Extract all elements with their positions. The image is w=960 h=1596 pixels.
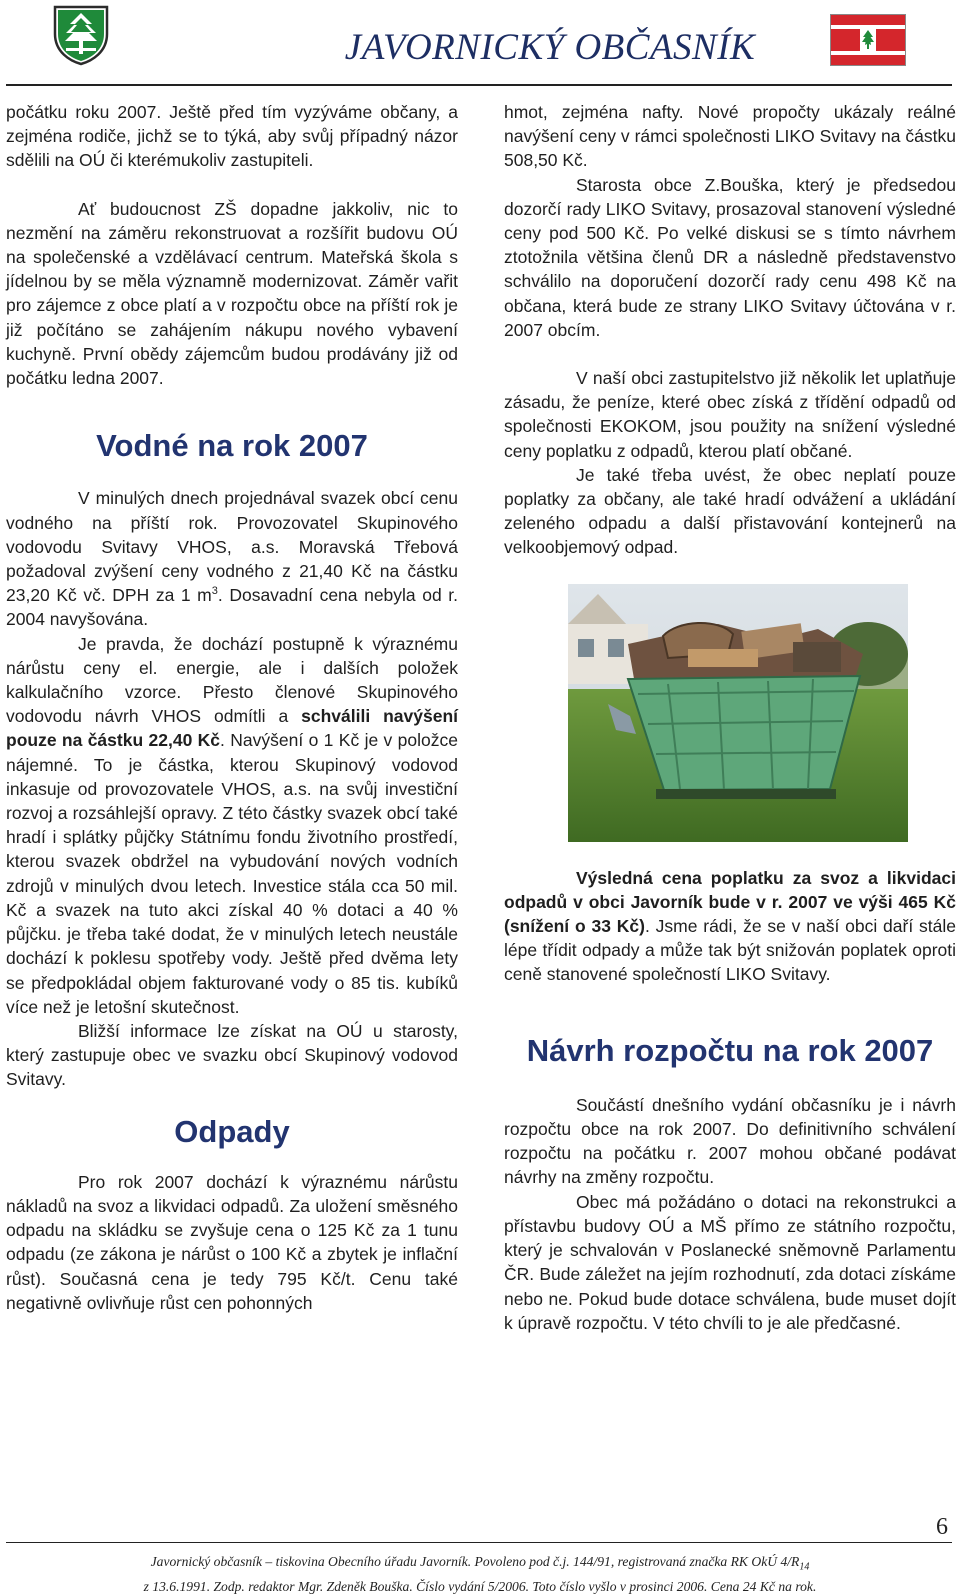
text-vodne-2-b: . Navýšení o 1 Kč je v položce nájemné. To je částka, kterou Skupinový vodovod inkasuje od provozovatele VHOS, a.s. na svůj investiční rozvoj a rozsáhlejší opravy. Z této částky svazek obcí také hradí i splátky půjčky Státnímu fondu životního prostředí, kterou svazek obdržel na vybudování nových vodních zdrojů v minulých dvou letech. Investice stála cca 50 mil. Kč a svazek na tuto akci získal 40 % dotaci a 40 % půjčku. je třeba také dodat, že v minulých letech neustále dochází k poklesu spotřeby vody. Ještě před dvěma lety se předpokládal objem fakturované vody o 85 tis. kubíků více než je letošní skutečnost. — [6, 730, 458, 1017]
paragraph-vysledna-cena — [504, 866, 956, 987]
heading-navrh-rozpoctu: Návrh rozpočtu na rok 2007 — [526, 1032, 934, 1068]
superscript-cubic: 3 — [211, 585, 218, 598]
photo-waste-container — [568, 584, 908, 842]
text-vysledna-bold: Výsledná cena poplatku za svoz a likvidaci odpadů v obci Javorník bude v r. 2007 ve výši 465 Kč (snížení o 33 Kč) — [504, 867, 956, 937]
paragraph-vodne-2 — [6, 632, 458, 1019]
flag-icon — [830, 14, 906, 66]
paragraph-future-of-school: Ať budoucnost ZŠ dopadne jakkoliv, nic to nezmění na záměru rekonstruovat a rozšířit budovu OÚ na společenské a vzdělávací centrum. Mateřská škola s jídelnou by se měla významně modernizovat. Záměr vařit pro zájemce z obce platí a v rozpočtu obce na příští rok je již počítáno se zahájením nákupu nového vybavení kuchyně. První obědy zájemcům budou prodávány již od počátku ledna 2007. — [6, 198, 458, 389]
page-footer — [0, 1552, 960, 1596]
paragraph-continuation: hmot, zejména nafty. Nové propočty ukázaly reálné navýšení ceny v rámci společnosti LIKO Svitavy na částku 508,50 Kč. — [504, 102, 956, 171]
footer-rule — [6, 1542, 952, 1543]
right-column — [504, 100, 956, 1335]
text-vodne-1-b: . Dosavadní cena nebyla od r. 2004 navyšována. — [6, 585, 458, 630]
footer-line-1-text: Javornický občasník – tiskovina Obecního úřadu Javorník. Povoleno pod č.j. 144/91, registrovaná značka RK OkÚ 4/R — [150, 1554, 800, 1569]
coat-of-arms-icon — [52, 4, 110, 66]
text-vodne-2-a: Je pravda, že dochází postupně k výraznému nárůstu ceny el. energie, ale i dalších položek kalkulačního vzorce. Přesto členové Skupinového vodovodu návrh VHOS odmítli a — [6, 633, 458, 727]
footer-line-2: z 13.6.1991. Zodp. redaktor Mgr. Zdeněk Bouška. Číslo vydání 5/2006. Toto číslo vyšlo v prosinci 2006. Cena 24 Kč na rok. — [143, 1578, 817, 1594]
masthead-title: JAVORNICKÝ OBČASNÍK — [344, 27, 756, 68]
waste-skip-image — [568, 584, 908, 842]
paragraph-intro: počátku roku 2007. Ještě před tím vyzýváme občany, a zejména rodiče, jichž se to týká, aby svůj případný názor sdělili na OÚ či kterémukoliv zastupiteli. — [6, 102, 458, 171]
footer-line-1 — [0, 1552, 960, 1577]
paragraph-neplati: Je také třeba uvést, že obec neplatí pouze poplatky za občany, ale také hradí odvážení a ukládání zeleného odpadu a další přistavování kontejnerů na velkoobjemový odpad. — [504, 464, 956, 558]
paragraph-navrh-2: Obec má požádáno o dotaci na rekonstrukci a přístavbu budovy OÚ a MŠ přímo ze státního rozpočtu, který je schvalován v Poslanecké sněmovně Parlamentu ČR. Bude záležet na jejím rozhodnutí, zda dotaci získáme nebo ne. Pokud bude dotace schválena, bude muset dojít k úpravě rozpočtu. V této chvíli to je ale předčasné. — [504, 1191, 956, 1333]
paragraph-obec: V naší obci zastupitelstvo již několik let uplatňuje zásadu, že peníze, které obec získá z třídění odpadů od společnosti EKOKOM, jsou použity na snížení výsledné ceny poplatku z odpadů, kterou platí občané. — [504, 368, 956, 461]
header-rule — [6, 84, 952, 86]
paragraph-navrh-1: Součástí dnešního vydání občasníku je i návrh rozpočtu obce na rok 2007. Do definitivního schválení rozpočtu na počátku r. 2007 mohou občané podávat návrhy na změny rozpočtu. — [504, 1094, 956, 1188]
paragraph-vodne-1 — [6, 486, 458, 631]
paragraph-odpady-1: Pro rok 2007 dochází k výraznému nárůstu nákladů na svoz a likvidaci odpadů. Za uložení směsného odpadu na skládku se zvyšuje cena o 125 Kč za 1 tunu odpadu (ze zákona je nárůst o 100 Kč a zbytek je inflační růst). Současná cena je tedy 795 Kč/t. Cenu také negativně ovlivňuje růst cen pohonných — [6, 1171, 458, 1313]
heading-odpady: Odpady — [174, 1113, 290, 1149]
left-column — [6, 100, 458, 1315]
heading-vodne: Vodné na rok 2007 — [96, 428, 368, 464]
text-vodne-1-a: V minulých dnech projednával svazek obcí cenu vodného na příští rok. Provozovatel Skupinového vodovodu Svitavy VHOS, a.s. Moravská Třebová požadoval zvýšení ceny vodného z 21,40 Kč na částku 23,20 Kč vč. DPH za 1 m — [6, 488, 458, 606]
footer-line-1-sub: 14 — [799, 1561, 810, 1573]
paragraph-vodne-3: Bližší informace lze získat na OÚ u starosty, který zastupuje obec ve svazku obcí Skupinový vodovod Svitavy. — [6, 1020, 458, 1090]
text-vodne-2-bold: schválili navýšení pouze na částku 22,40 Kč — [6, 706, 458, 751]
paragraph-starosta: Starosta obce Z.Bouška, který je předsedou dozorčí rady LIKO Svitavy, prosazoval stanovení výsledné ceny pod 500 Kč. Po velké diskusi se s tímto návrhem ztotožnila většina členů DR a následně představenstvo schválilo na doporučení dozorčí rady cenu 498 Kč na občana, která bude ze strany LIKO Svitavy účtována v r. 2007 obcím. — [504, 174, 956, 340]
page-header — [0, 0, 960, 92]
page-number: 6 — [936, 1514, 948, 1540]
text-vysledna-rest: . Jsme rádi, že se v naší obci daří stále lépe třídit odpady a může tak být snižován poplatek oproti ceně stanovené společností LIKO Svitavy. — [504, 916, 956, 985]
